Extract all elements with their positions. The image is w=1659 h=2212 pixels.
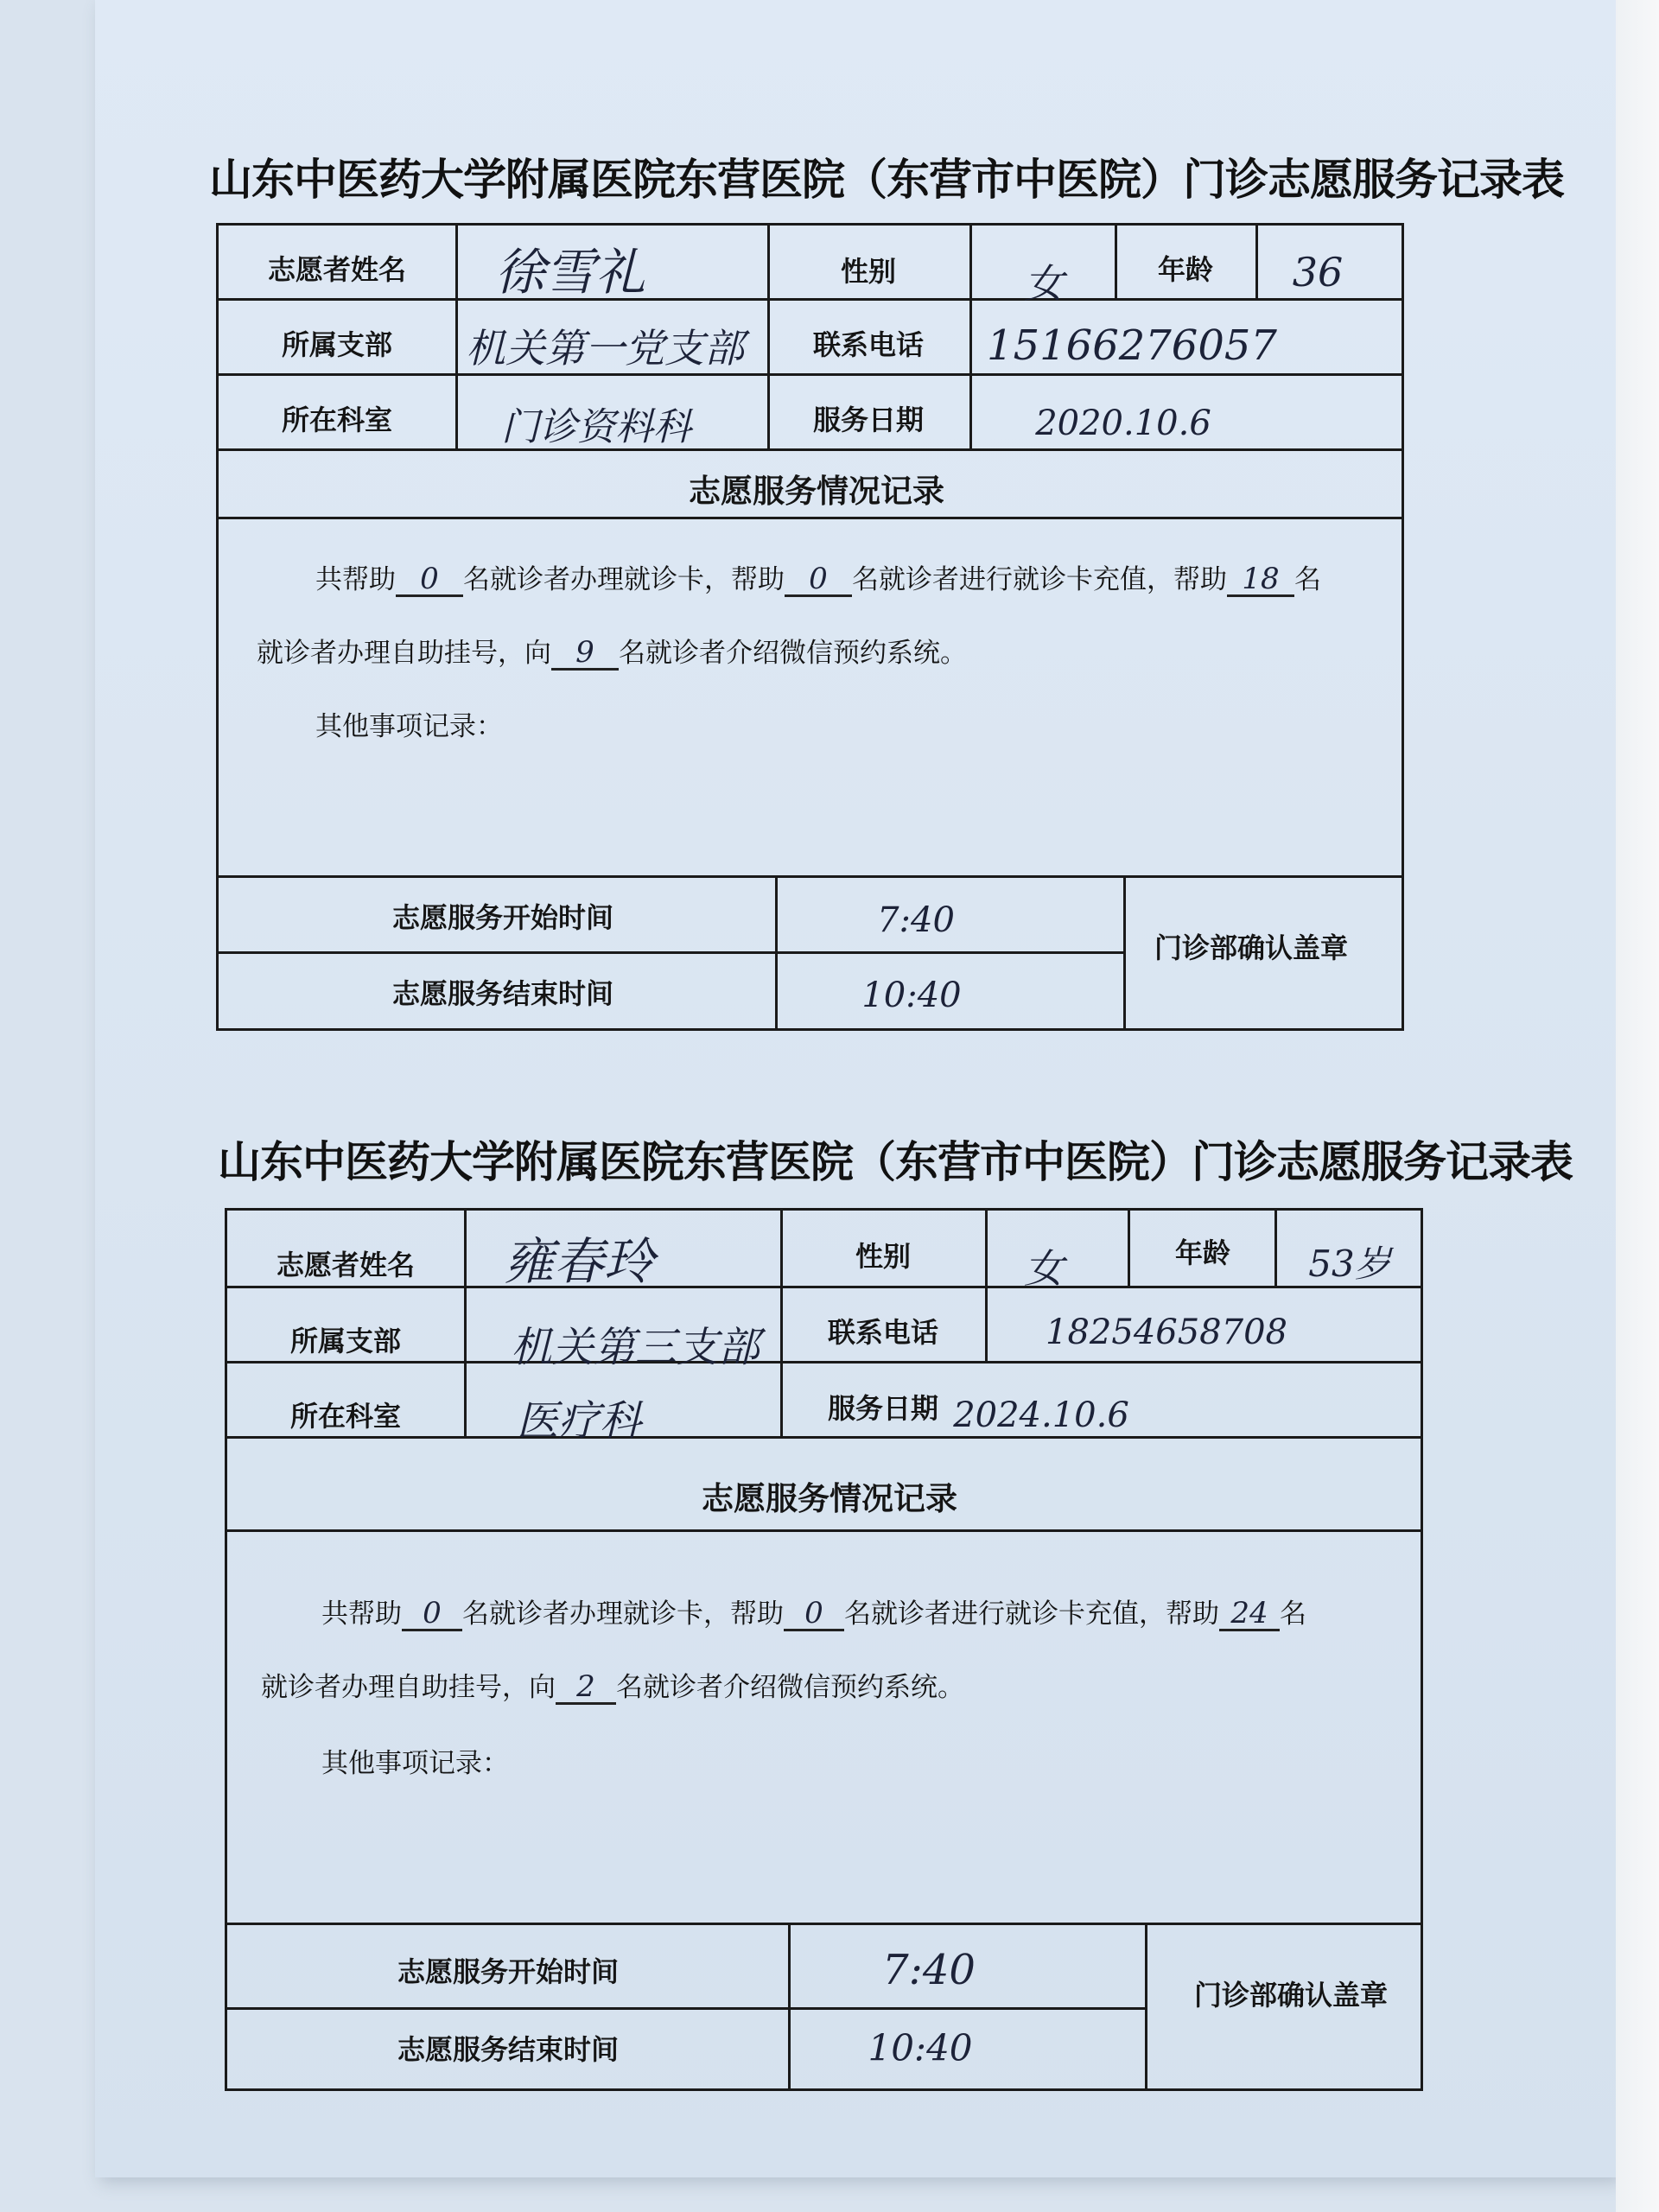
label-phone: 联系电话 [812, 328, 925, 361]
value-end-time: 10:40 [861, 976, 962, 1015]
label-branch: 所属支部 [289, 1325, 402, 1357]
label-gender: 性别 [855, 1240, 912, 1273]
count-card-recharged: 0 [785, 563, 852, 597]
label-branch: 所属支部 [281, 328, 393, 361]
value-branch: 机关第三支部 [510, 1323, 760, 1372]
label-age: 年龄 [1157, 253, 1214, 286]
label-phone: 联系电话 [827, 1316, 939, 1349]
form-title: 山东中医药大学附属医院东营医院（东营市中医院）门诊志愿服务记录表 [218, 1136, 1573, 1187]
record-line-2: 就诊者办理自助挂号，向 2 名就诊者介绍微信预约系统。 [261, 1669, 964, 1704]
other-notes-label: 其他事项记录： [321, 1748, 509, 1779]
label-stamp: 门诊部确认盖章 [1154, 931, 1349, 964]
section-heading: 志愿服务情况记录 [689, 473, 944, 510]
value-gender: 女 [1024, 1245, 1064, 1292]
count-card-recharged: 0 [784, 1598, 844, 1631]
count-wechat-intro: 9 [551, 637, 619, 671]
label-department: 所在科室 [289, 1400, 402, 1433]
count-self-registration: 24 [1219, 1598, 1280, 1631]
value-department: 门诊资料科 [501, 405, 691, 449]
label-start-time: 志愿服务开始时间 [397, 1955, 620, 1988]
background-edge [1616, 0, 1659, 2212]
count-card-handled: 0 [402, 1598, 462, 1631]
label-volunteer-name: 志愿者姓名 [276, 1249, 416, 1281]
value-phone: 15166276057 [987, 321, 1277, 370]
value-age: 36 [1292, 249, 1344, 296]
value-start-time: 7:40 [882, 1946, 976, 1994]
value-branch: 机关第一党支部 [466, 325, 744, 372]
value-service-date: 2024.10.6 [953, 1395, 1129, 1435]
value-service-date: 2020.10.6 [1035, 404, 1211, 443]
label-service-date: 服务日期 [827, 1392, 939, 1425]
label-volunteer-name: 志愿者姓名 [267, 253, 407, 286]
value-gender: 女 [1024, 260, 1064, 307]
label-stamp: 门诊部确认盖章 [1193, 1979, 1389, 2012]
label-department: 所在科室 [281, 404, 393, 436]
record-line-1: 共帮助 0 名就诊者办理就诊卡，帮助 0 名就诊者进行就诊卡充值，帮助 24 名 [321, 1596, 1306, 1630]
form-title: 山东中医药大学附属医院东营医院（东营市中医院）门诊志愿服务记录表 [209, 154, 1564, 205]
value-volunteer-name: 雍春玲 [503, 1232, 655, 1291]
record-line-2: 就诊者办理自助挂号，向 9 名就诊者介绍微信预约系统。 [257, 635, 967, 670]
value-phone: 18254658708 [1046, 1313, 1287, 1352]
label-service-date: 服务日期 [812, 404, 925, 436]
label-gender: 性别 [840, 255, 897, 288]
value-start-time: 7:40 [877, 900, 955, 940]
other-notes-label: 其他事项记录： [315, 711, 503, 742]
label-end-time: 志愿服务结束时间 [397, 2033, 620, 2066]
count-self-registration: 18 [1227, 563, 1294, 597]
label-end-time: 志愿服务结束时间 [391, 977, 614, 1010]
value-volunteer-name: 徐雪礼 [494, 243, 646, 302]
section-heading: 志愿服务情况记录 [702, 1480, 957, 1517]
label-start-time: 志愿服务开始时间 [391, 901, 614, 934]
count-wechat-intro: 2 [556, 1671, 616, 1705]
record-line-1: 共帮助 0 名就诊者办理就诊卡，帮助 0 名就诊者进行就诊卡充值，帮助 18 名 [315, 562, 1321, 596]
count-card-handled: 0 [396, 563, 463, 597]
label-age: 年龄 [1174, 1236, 1231, 1269]
value-age: 53岁 [1308, 1243, 1391, 1285]
value-department: 医疗科 [516, 1396, 642, 1446]
value-end-time: 10:40 [868, 2026, 973, 2069]
